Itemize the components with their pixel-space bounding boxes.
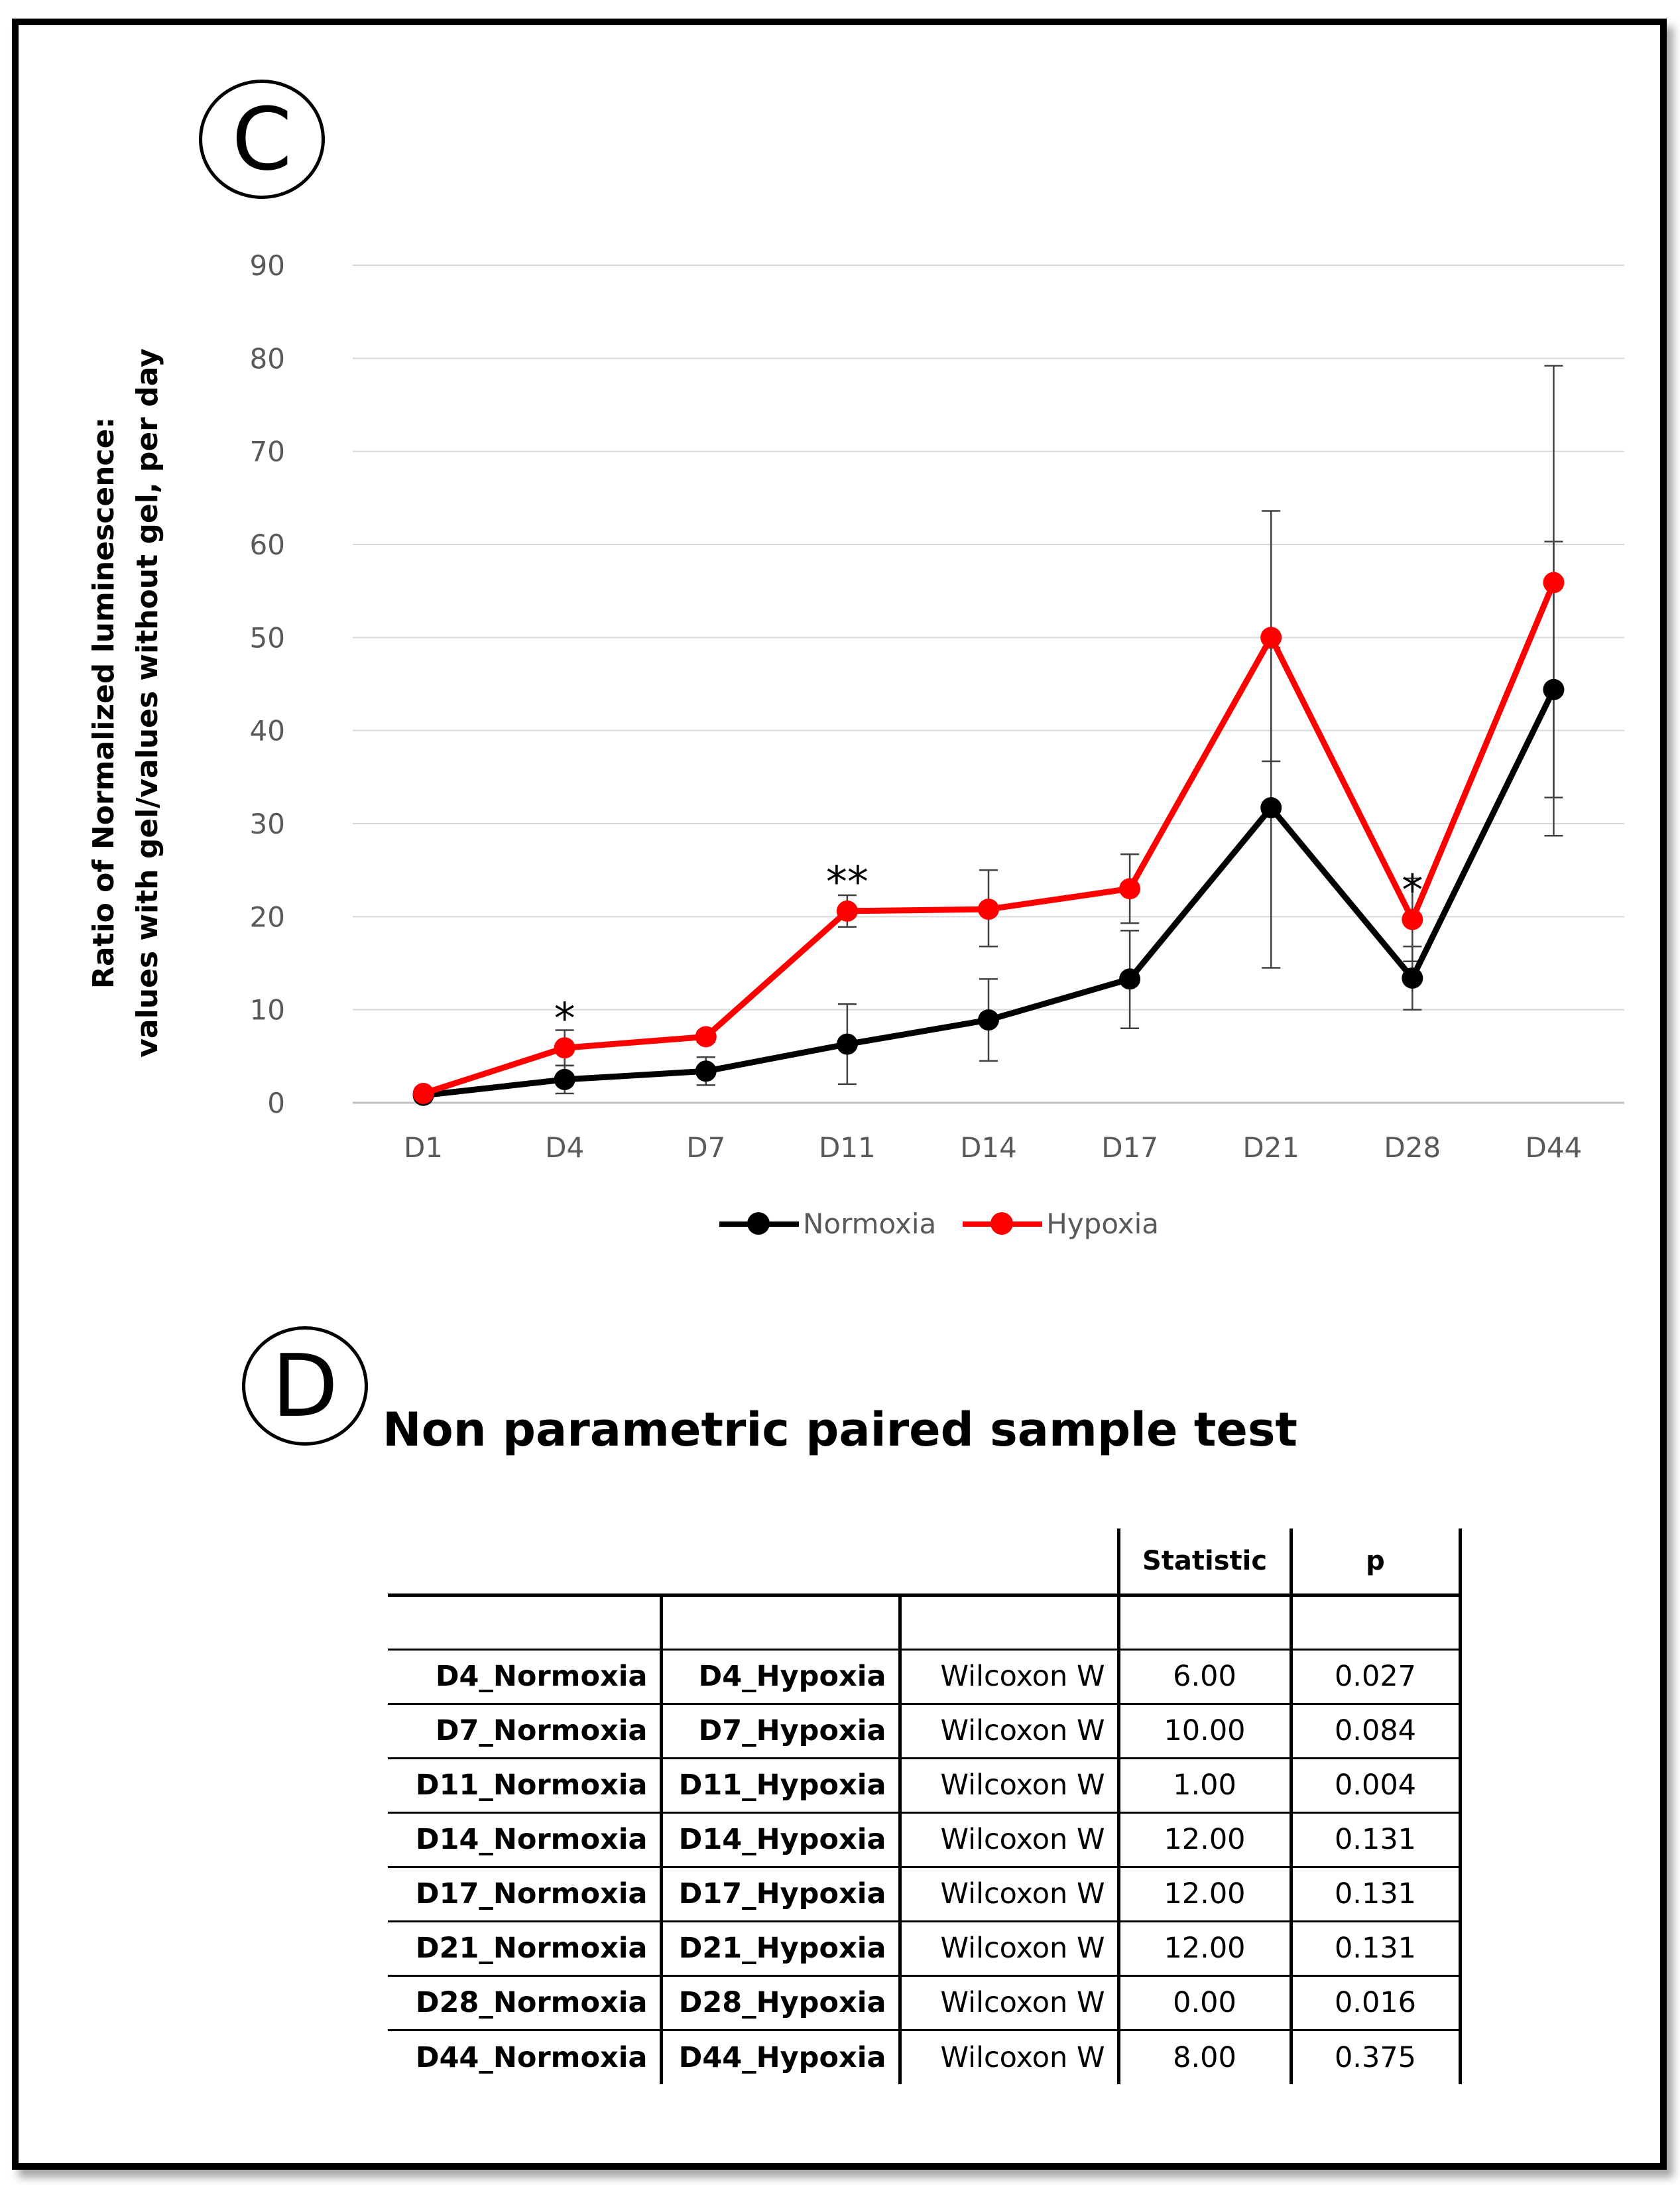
table-row (388, 1704, 1460, 1758)
row-normoxia-label: D14_Normoxia (388, 1812, 661, 1867)
row-normoxia-label: D4_Normoxia (388, 1649, 661, 1704)
data-point-normoxia (1402, 968, 1423, 989)
row-normoxia-label: D21_Normoxia (388, 1921, 661, 1975)
row-p-value: 0.084 (1291, 1704, 1460, 1758)
table-title: Non parametric paired sample test (383, 1403, 1297, 1457)
row-hypoxia-label: D4_Hypoxia (661, 1649, 900, 1704)
row-test-name: Wilcoxon W (900, 1704, 1118, 1758)
legend-item-normoxia (719, 1204, 936, 1243)
header-cell (661, 1529, 900, 1595)
data-point-normoxia (554, 1069, 575, 1090)
y-tick-label: 40 (249, 714, 285, 747)
row-p-value: 0.131 (1291, 1812, 1460, 1867)
x-tick-label: D28 (1384, 1131, 1441, 1164)
header-statistic: Statistic (1118, 1529, 1291, 1595)
row-normoxia-label: D44_Normoxia (388, 2030, 661, 2084)
row-statistic: 10.00 (1118, 1704, 1291, 1758)
row-test-name: Wilcoxon W (900, 1975, 1118, 2030)
row-normoxia-label: D7_Normoxia (388, 1704, 661, 1758)
row-p-value: 0.004 (1291, 1758, 1460, 1812)
data-point-normoxia (1119, 968, 1140, 989)
row-test-name: Wilcoxon W (900, 1758, 1118, 1812)
x-tick-label: D1 (404, 1131, 444, 1164)
y-tick-label: 30 (249, 808, 285, 840)
table-row (388, 1975, 1460, 2030)
row-statistic: 0.00 (1118, 1975, 1291, 2030)
row-p-value: 0.131 (1291, 1867, 1460, 1921)
data-point-normoxia (837, 1034, 858, 1055)
data-point-hypoxia (978, 899, 999, 920)
gridlines (353, 265, 1624, 1103)
y-tick-label: 0 (267, 1087, 285, 1119)
x-tick-label: D11 (818, 1131, 876, 1164)
y-tick-label: 80 (249, 342, 285, 375)
legend-item-hypoxia (963, 1204, 1159, 1243)
y-axis-label-line-1: Ratio of Normalized luminescence: (87, 416, 121, 989)
series-points (413, 572, 1565, 1106)
row-test-name: Wilcoxon W (900, 1921, 1118, 1975)
row-statistic: 12.00 (1118, 1812, 1291, 1867)
table-row (388, 1758, 1460, 1812)
x-tick-label: D44 (1525, 1131, 1583, 1164)
row-test-name: Wilcoxon W (900, 1649, 1118, 1704)
row-statistic: 1.00 (1118, 1758, 1291, 1812)
y-tick-labels (250, 249, 285, 1119)
row-normoxia-label: D11_Normoxia (388, 1758, 661, 1812)
table-row (388, 1649, 1460, 1704)
x-tick-label: D7 (686, 1131, 726, 1164)
data-point-normoxia (1260, 797, 1282, 818)
legend-label-hypoxia: Hypoxia (1046, 1207, 1159, 1240)
x-tick-labels (404, 1131, 1582, 1164)
data-point-hypoxia (413, 1083, 434, 1104)
legend-swatch-normoxia (719, 1204, 799, 1243)
panel-c-label: C (199, 80, 325, 199)
legend-swatch-hypoxia (963, 1204, 1042, 1243)
x-tick-label: D17 (1101, 1131, 1159, 1164)
data-point-normoxia (1543, 679, 1564, 700)
significance-marker: ** (825, 857, 869, 907)
y-tick-label: 20 (249, 901, 285, 934)
x-tick-label: D4 (545, 1131, 585, 1164)
table-row (388, 1867, 1460, 1921)
row-test-name: Wilcoxon W (900, 2030, 1118, 2084)
y-axis-label-line-2: values with gel/values without gel, per day (131, 348, 164, 1058)
header-p: p (1291, 1529, 1460, 1595)
row-hypoxia-label: D7_Hypoxia (661, 1704, 900, 1758)
table-header-row (388, 1529, 1460, 1595)
y-tick-label: 10 (249, 993, 285, 1027)
x-tick-label: D14 (960, 1131, 1017, 1164)
y-tick-label: 70 (249, 435, 285, 468)
row-normoxia-label: D28_Normoxia (388, 1975, 661, 2030)
row-p-value: 0.016 (1291, 1975, 1460, 2030)
row-hypoxia-label: D44_Hypoxia (661, 2030, 900, 2084)
panel-d-label: D (242, 1326, 368, 1446)
y-tick-label: 60 (249, 529, 285, 561)
significance-marker: * (554, 995, 575, 1044)
row-hypoxia-label: D21_Hypoxia (661, 1921, 900, 1975)
row-test-name: Wilcoxon W (900, 1812, 1118, 1867)
data-point-normoxia (695, 1060, 717, 1082)
legend-label-normoxia: Normoxia (803, 1207, 937, 1240)
row-p-value: 0.027 (1291, 1649, 1460, 1704)
row-statistic: 12.00 (1118, 1921, 1291, 1975)
row-hypoxia-label: D11_Hypoxia (661, 1758, 900, 1812)
row-hypoxia-label: D28_Hypoxia (661, 1975, 900, 2030)
data-point-hypoxia (695, 1026, 717, 1047)
chart-legend (719, 1204, 1159, 1243)
row-statistic: 12.00 (1118, 1867, 1291, 1921)
data-point-hypoxia (1543, 572, 1564, 593)
row-p-value: 0.131 (1291, 1921, 1460, 1975)
table-spacer-row (388, 1595, 1460, 1649)
row-test-name: Wilcoxon W (900, 1867, 1118, 1921)
data-point-hypoxia (1119, 878, 1140, 899)
table-row (388, 2030, 1460, 2084)
y-tick-label: 90 (249, 249, 285, 282)
stats-table (388, 1529, 1462, 2084)
row-statistic: 8.00 (1118, 2030, 1291, 2084)
x-tick-label: D21 (1242, 1131, 1300, 1164)
data-point-normoxia (978, 1009, 999, 1030)
row-normoxia-label: D17_Normoxia (388, 1867, 661, 1921)
error-bars (414, 366, 1563, 1097)
y-tick-label: 50 (249, 621, 285, 655)
header-cell (388, 1529, 661, 1595)
row-hypoxia-label: D14_Hypoxia (661, 1812, 900, 1867)
table-row (388, 1812, 1460, 1867)
significance-marker: * (1402, 866, 1423, 916)
row-hypoxia-label: D17_Hypoxia (661, 1867, 900, 1921)
row-p-value: 0.375 (1291, 2030, 1460, 2084)
row-statistic: 6.00 (1118, 1649, 1291, 1704)
header-cell (900, 1529, 1118, 1595)
data-point-hypoxia (1260, 627, 1282, 648)
table-row (388, 1921, 1460, 1975)
